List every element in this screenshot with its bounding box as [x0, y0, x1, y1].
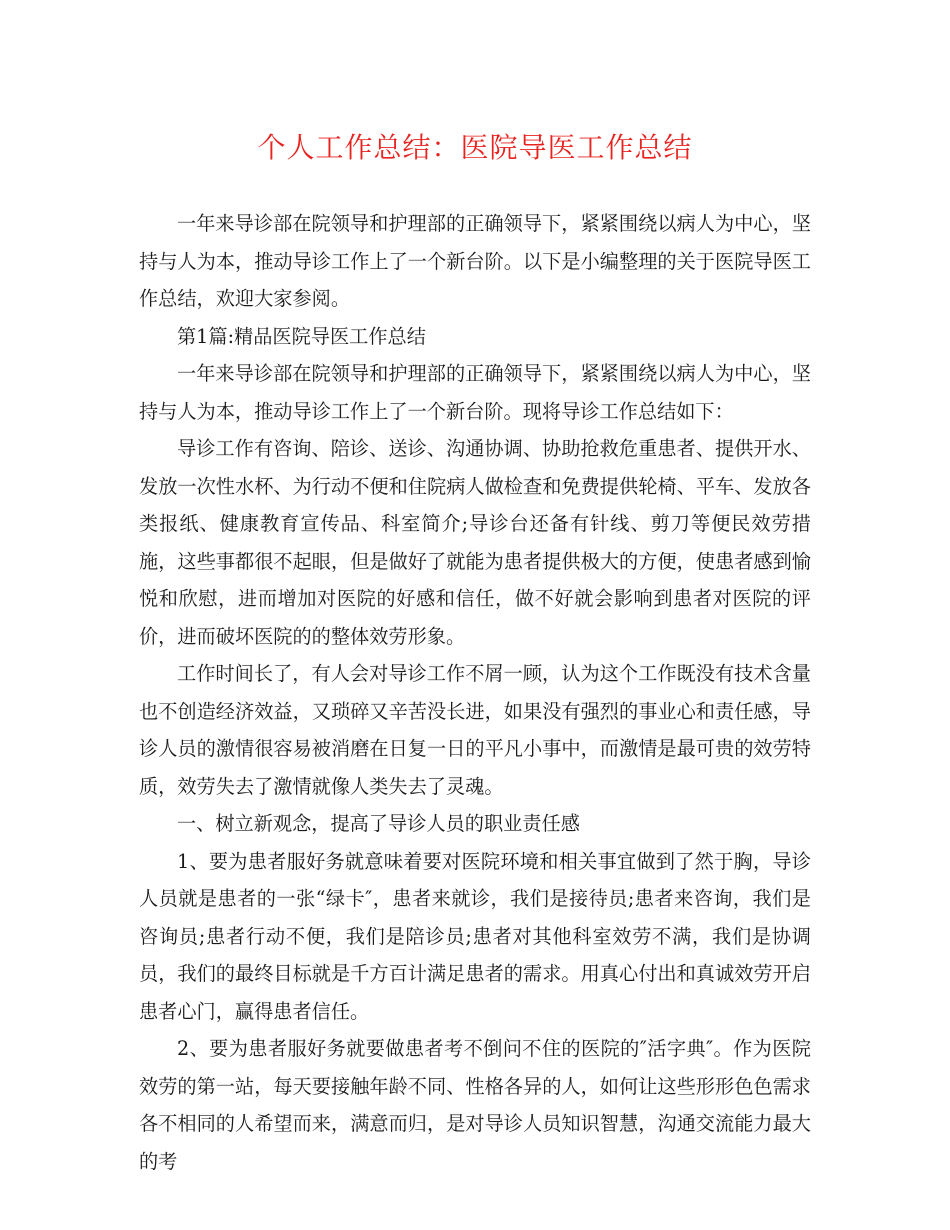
list-item: 2、要为患者服好务就要做患者考不倒问不住的医院的″活字典″。作为医院效劳的第一站，每天要接触年龄不同、性格各异的人，如何让这些形形色色需求各不相同的人希望而来，满意而归，是对导诊人员知识智慧，沟通交流能力最大的考 — [139, 1037, 811, 1173]
body-paragraph: 导诊工作有咨询、陪诊、送诊、沟通协调、协助抢救危重患者、提供开水、发放一次性水杯、为行动不便和住院病人做检查和免费提供轮椅、平车、发放各类报纸、健康教育宣传品、科室简介;导诊台还备有针线、剪刀等便民效劳措施，这些事都很不起眼，但是做好了就能为患者提供极大的方便，使患者感到愉悦和欣慰，进而增加对医院的好感和信任，做不好就会影响到患者对医院的评价，进而破坏医院的的整体效劳形象。 — [139, 437, 811, 648]
subsection-heading: 一、树立新观念，提高了导诊人员的职业责任感 — [177, 812, 580, 835]
body-paragraph: 工作时间长了，有人会对导诊工作不屑一顾，认为这个工作既没有技术含量也不创造经济效益，又琐碎又辛苦没长进，如果没有强烈的事业心和责任感，导诊人员的激情很容易被消磨在日复一日的平凡小事中，而激情是最可贵的效劳特质，效劳失去了激情就像人类失去了灵魂。 — [139, 662, 811, 798]
intro-paragraph: 一年来导诊部在院领导和护理部的正确领导下，紧紧围绕以病人为中心，坚持与人为本，推动导诊工作上了一个新台阶。以下是小编整理的关于医院导医工作总结，欢迎大家参阅。 — [139, 212, 811, 310]
list-item: 1、要为患者服好务就意味着要对医院环境和相关事宜做到了然于胸，导诊人员就是患者的一张“绿卡″，患者来就诊，我们是接待员;患者来咨询，我们是咨询员;患者行动不便，我们是陪诊员;患者对其他科室效劳不满，我们是协调员，我们的最终目标就是千方百计满足患者的需求。用真心付出和真诚效劳开启患者心门，赢得患者信任。 — [139, 849, 811, 1023]
body-paragraph: 一年来导诊部在院领导和护理部的正确领导下，紧紧围绕以病人为中心，坚持与人为本，推动导诊工作上了一个新台阶。现将导诊工作总结如下： — [139, 362, 811, 423]
document-title: 个人工作总结：医院导医工作总结 — [257, 131, 693, 164]
section-heading: 第1篇:精品医院导医工作总结 — [177, 324, 426, 348]
document-body — [139, 205, 811, 1180]
